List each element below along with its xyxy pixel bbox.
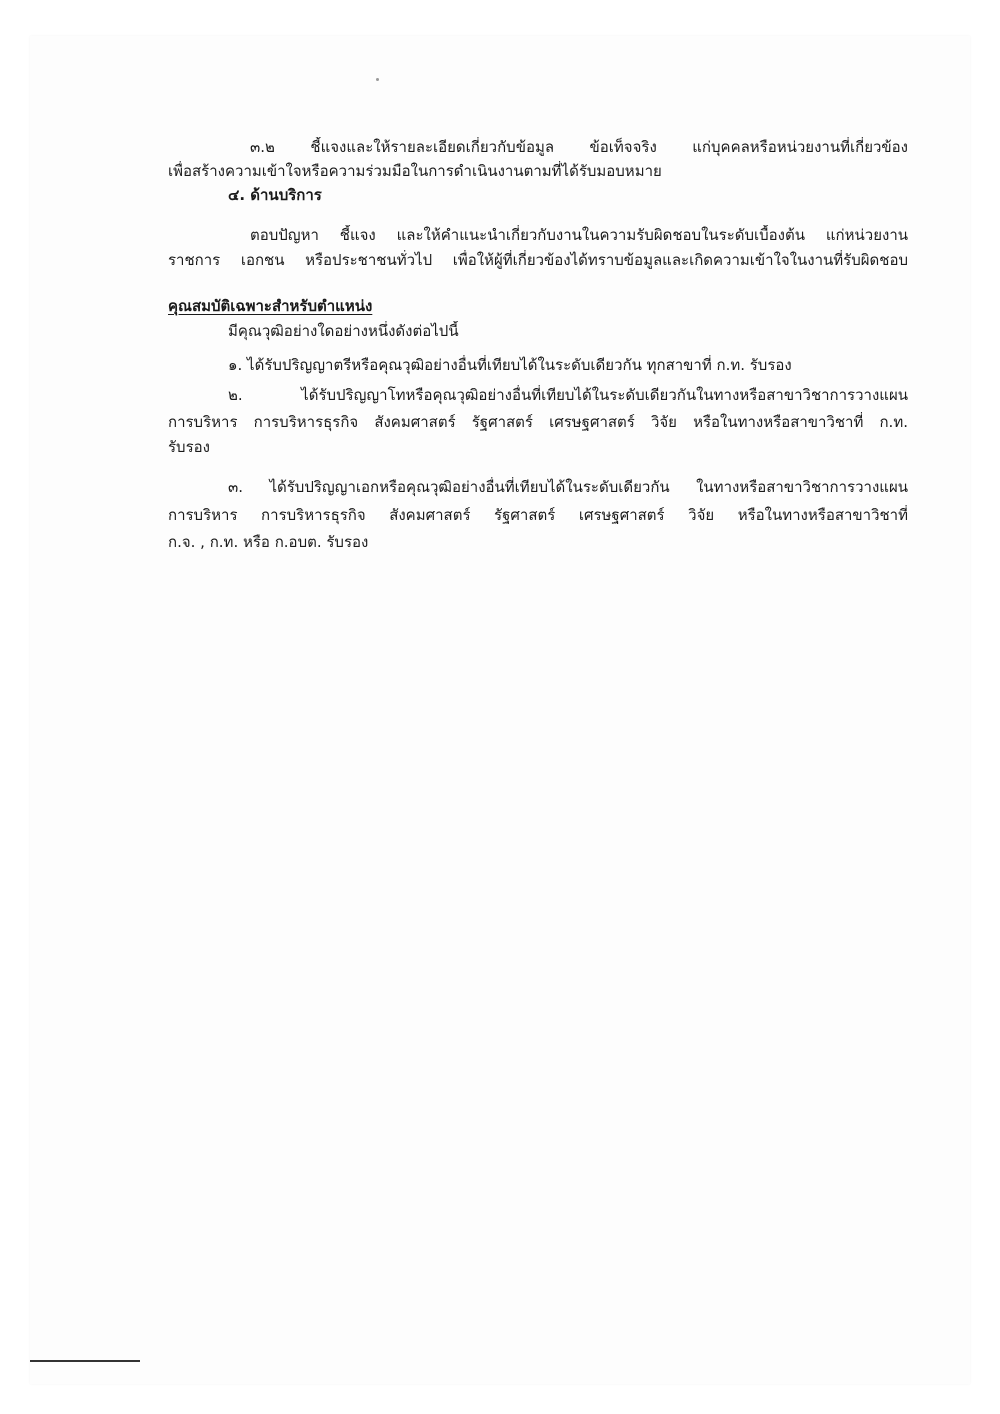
qualification-item-3-line-1: ๓. ได้รับปริญญาเอกหรือคุณวุฒิอย่างอื่นที่เทียบได้ในระดับเดียวกัน ในทางหรือสาขาวิชาการวางแผน (228, 478, 908, 496)
qualification-item-3-line-2: การบริหาร การบริหารธุรกิจ สังคมศาสตร์ รัฐศาสตร์ เศรษฐศาสตร์ วิจัย หรือในทางหรือสาขาวิชาที่ (168, 506, 908, 524)
qualification-item-2-line-1: ๒. ได้รับปริญญาโทหรือคุณวุฒิอย่างอื่นที่เทียบได้ในระดับเดียวกันในทางหรือสาขาวิชาการวางแผน (228, 386, 908, 404)
bottom-scan-mark (30, 1360, 140, 1362)
section-4-heading: ๔. ด้านบริการ (228, 186, 322, 204)
scan-speck (376, 78, 379, 81)
section-4-body-line-1: ตอบปัญหา ชี้แจง และให้คำแนะนำเกี่ยวกับงานในความรับผิดชอบในระดับเบื้องต้น แก่หน่วยงาน (250, 226, 908, 244)
qualification-item-2-line-2: การบริหาร การบริหารธุรกิจ สังคมศาสตร์ รัฐศาสตร์ เศรษฐศาสตร์ วิจัย หรือในทางหรือสาขาวิชาที่ ก.ท. (168, 413, 908, 431)
section-4-body-line-2: ราชการ เอกชน หรือประชาชนทั่วไป เพื่อให้ผู้ที่เกี่ยวข้องได้ทราบข้อมูลและเกิดความเข้าใจในงานที่รับผิดชอบ (168, 251, 908, 269)
qualification-item-1: ๑. ได้รับปริญญาตรีหรือคุณวุฒิอย่างอื่นที่เทียบได้ในระดับเดียวกัน ทุกสาขาที่ ก.ท. รับรอง (228, 356, 792, 374)
qualification-item-3-line-3: ก.จ. , ก.ท. หรือ ก.อบต. รับรอง (168, 533, 369, 551)
qualification-item-2-line-3: รับรอง (168, 438, 210, 456)
qualifications-heading: คุณสมบัติเฉพาะสำหรับตำแหน่ง (168, 297, 373, 315)
qualifications-intro: มีคุณวุฒิอย่างใดอย่างหนึ่งดังต่อไปนี้ (228, 322, 459, 340)
item-3-2-line-2: เพื่อสร้างความเข้าใจหรือความร่วมมือในการดำเนินงานตามที่ได้รับมอบหมาย (168, 162, 662, 180)
item-3-2-line-1: ๓.๒ ชี้แจงและให้รายละเอียดเกี่ยวกับข้อมูล ข้อเท็จจริง แก่บุคคลหรือหน่วยงานที่เกี่ยวข้อง (250, 138, 908, 156)
